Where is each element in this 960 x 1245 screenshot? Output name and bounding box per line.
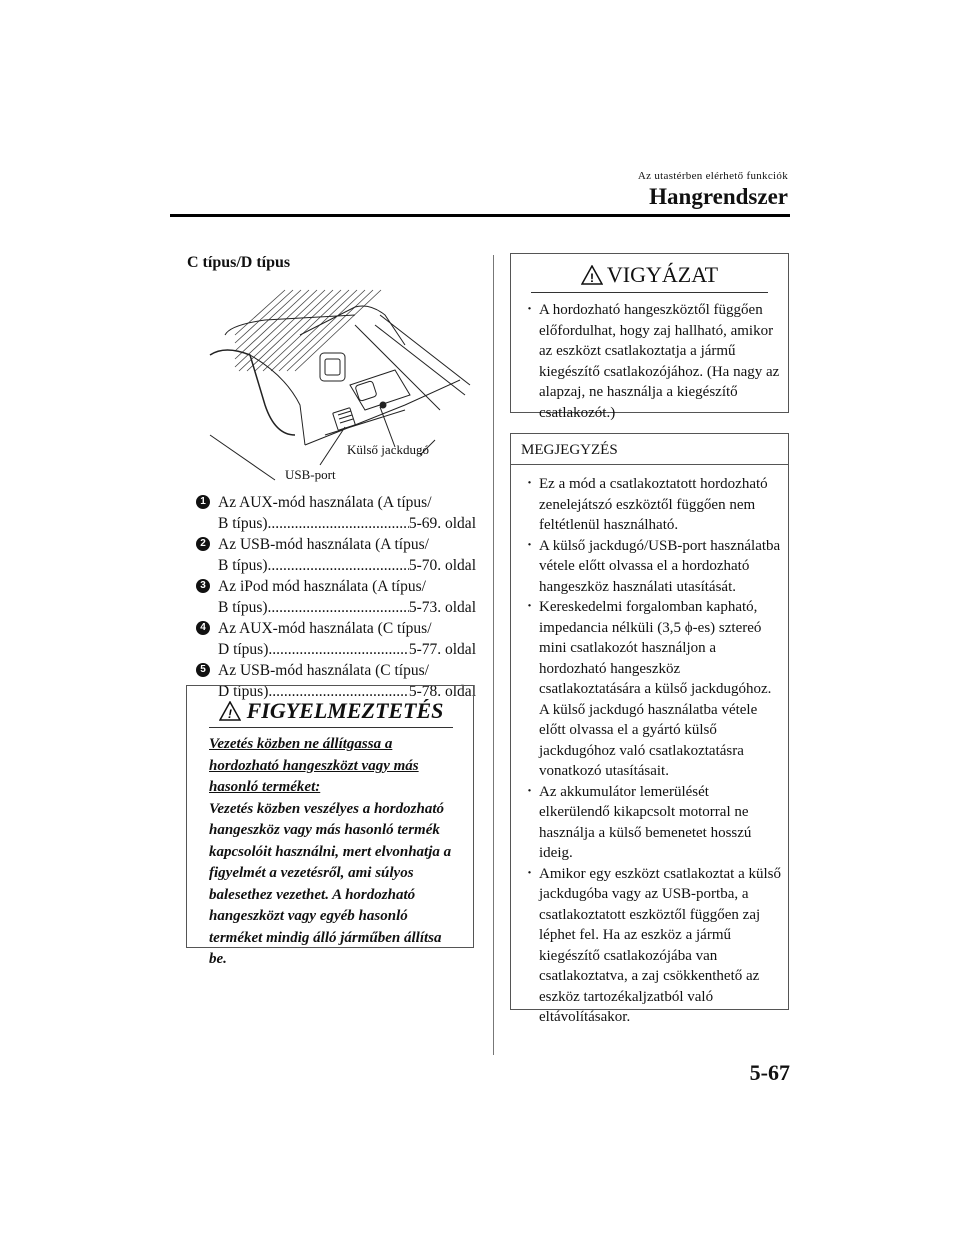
header-rule <box>170 214 790 217</box>
warning-box <box>186 685 474 967</box>
reference-page: 5-78. oldal <box>408 683 476 700</box>
reference-item[interactable] <box>190 534 476 576</box>
list-item: · Az akkumulátor lemerülését elkerülendő kikapcsolt motorral ne használja a külső bemenetet hosszú ideig. <box>527 782 782 864</box>
caution-list <box>527 300 782 423</box>
caution-title: VIGYÁZAT <box>606 262 719 287</box>
svg-text:!: ! <box>589 271 594 285</box>
column-divider <box>493 255 494 1055</box>
item-number-badge: 3 <box>196 579 210 593</box>
usb-port-label: USB-port <box>285 467 336 482</box>
section-title: C típus/D típus <box>187 254 291 271</box>
list-item: · A külső jackdugó/USB-port használatba vétele előtt olvassa el a hordozható hangeszköz használati utasítását. <box>527 536 782 598</box>
reference-title: Az AUX-mód használata (A típus/ <box>218 494 432 511</box>
reference-item[interactable] <box>190 492 476 534</box>
reference-item[interactable] <box>190 576 476 618</box>
reference-title: Az USB-mód használata (A típus/ <box>218 536 429 553</box>
reference-list <box>190 492 476 702</box>
console-illustration <box>205 285 475 485</box>
reference-page: 5-69. oldal <box>408 515 476 532</box>
warning-title: FIGYELMEZTETÉS <box>246 697 444 723</box>
page-number: 5-67 <box>749 1060 790 1085</box>
item-number-badge: 2 <box>196 537 210 551</box>
reference-subtitle: D típus) <box>218 683 269 700</box>
leader-dots <box>268 639 408 660</box>
list-item: · A hordozható hangeszköztől függően előfordulhat, hogy zaj hallható, amikor az eszközt csatlakoztatja a jármű kiegészítő csatlakozójához. (Ha nagy az alapzaj, ne használja a kiegészítő csatlakozót.) <box>527 300 782 423</box>
caution-header <box>531 258 768 293</box>
reference-title: Az AUX-mód használata (C típus/ <box>218 620 432 637</box>
reference-subtitle: D típus) <box>218 641 269 658</box>
reference-item[interactable] <box>190 618 476 660</box>
caution-box <box>510 253 789 421</box>
reference-subtitle: B típus) <box>218 599 268 616</box>
list-item: · Amikor egy eszközt csatlakoztat a külső jackdugóba vagy az USB-portba, a csatlakoztatott eszköztől függően zaj léphet fel. Ha az eszköz a jármű kiegészítő csatlakozójába van csatlakoztatva, a zaj csökkenthető az eszköz tartozékaljzatból való eltávolításakor. <box>527 864 782 1028</box>
reference-title: Az iPod mód használata (A típus/ <box>218 578 426 595</box>
aux-jack-label: Külső jackdugó <box>347 442 429 457</box>
console-drawing <box>205 285 475 485</box>
leader-dots <box>268 597 409 618</box>
warning-body: Vezetés közben veszélyes a hordozható hangeszköz vagy más hasonló termék kapcsolóit használni, mert elvonhatja a figyelmét a vezetésről, ami súlyos balesethez vezethet. A hordozható hangeszközt vagy egyéb hasonló terméket mindig álló járműben állítsa be. <box>209 800 452 967</box>
warning-text <box>209 734 461 971</box>
leader-dots <box>268 513 409 534</box>
warning-triangle-icon <box>219 701 241 721</box>
warning-header <box>209 694 453 728</box>
reference-subtitle: B típus) <box>218 557 268 574</box>
chapter-title: Hangrendszer <box>649 184 788 209</box>
reference-page: 5-70. oldal <box>408 557 476 574</box>
warning-lead: Vezetés közben ne állítgassa a hordozható hangeszközt vagy más hasonló terméket: <box>209 736 419 795</box>
svg-text:!: ! <box>227 706 232 721</box>
note-list <box>527 474 782 1028</box>
chapter-subtitle: Az utastérben elérhető funkciók <box>637 170 788 182</box>
reference-subtitle: B típus) <box>218 515 268 532</box>
leader-dots <box>268 555 409 576</box>
item-number-badge: 5 <box>196 663 210 677</box>
note-title: MEGJEGYZÉS <box>511 434 788 465</box>
caution-triangle-icon <box>581 265 603 285</box>
reference-page: 5-77. oldal <box>408 641 476 658</box>
item-number-badge: 4 <box>196 621 210 635</box>
reference-page: 5-73. oldal <box>408 599 476 616</box>
list-item: · Ez a mód a csatlakoztatott hordozható zenelejátszó eszköztől függően nem feltétlenül használható. <box>527 474 782 536</box>
reference-title: Az USB-mód használata (C típus/ <box>218 662 429 679</box>
note-box <box>510 433 789 1025</box>
list-item: · Kereskedelmi forgalomban kapható, impedancia nélküli (3,5 ϕ-es) sztereó mini csatlakozót használjon a hordozható hangeszköz csatlakoztatására a külső jackdugóhoz. A külső jackdugó használatba vétele előtt olvassa el a gyártó külső jackdugóhoz való csatlakoztatásra vonatkozó utasításait. <box>527 597 782 782</box>
item-number-badge: 1 <box>196 495 210 509</box>
